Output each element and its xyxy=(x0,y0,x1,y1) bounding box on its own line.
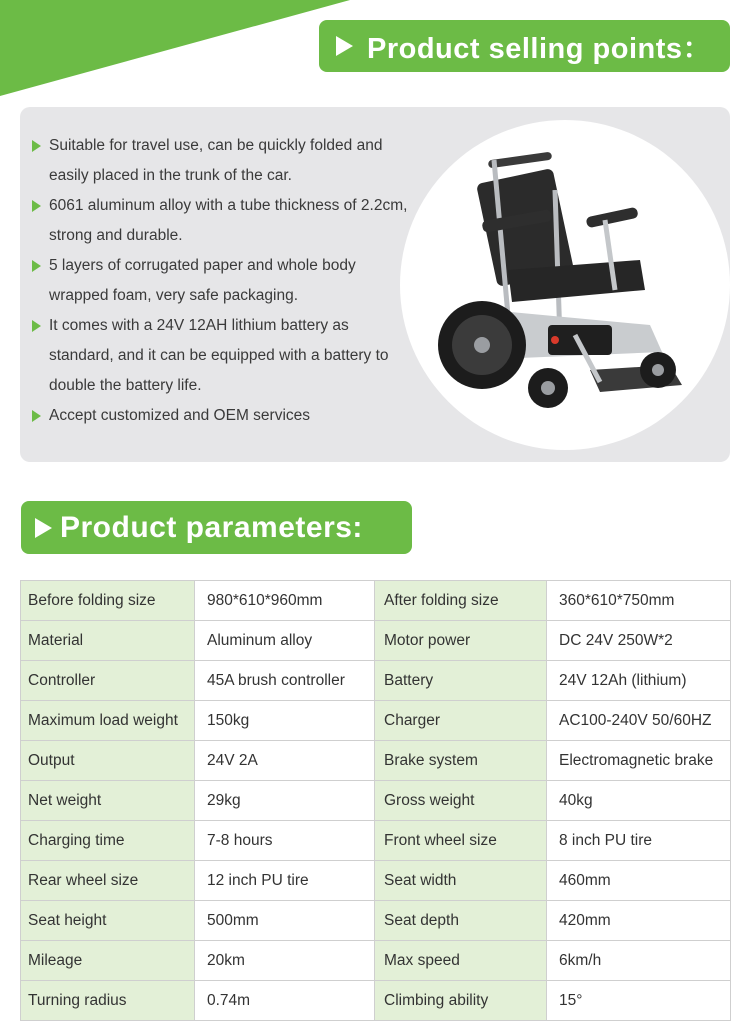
parameter-label-cell: Rear wheel size xyxy=(21,861,195,901)
parameter-value-cell: 460mm xyxy=(547,861,731,901)
parameter-label-cell: Output xyxy=(21,741,195,781)
parameter-value-cell: 360*610*750mm xyxy=(547,581,731,621)
wheelchair-photo-icon xyxy=(400,120,730,450)
table-row xyxy=(21,741,731,781)
bullet-arrow-icon xyxy=(32,200,41,212)
bullet-arrow-icon xyxy=(32,140,41,152)
point-text: It comes with a 24V 12AH lithium battery as standard, and it can be equipped with a battery to double the battery life. xyxy=(49,317,389,394)
table-row xyxy=(21,661,731,701)
parameter-value-cell: 0.74m xyxy=(195,981,375,1021)
parameter-value-cell: 420mm xyxy=(547,901,731,941)
parameter-label-cell: Motor power xyxy=(375,621,547,661)
bullet-arrow-icon xyxy=(32,410,41,422)
parameter-label-cell: Battery xyxy=(375,661,547,701)
point-text: Accept customized and OEM services xyxy=(49,407,311,424)
parameter-label-cell: Turning radius xyxy=(21,981,195,1021)
list-item xyxy=(32,191,412,251)
parameter-label-cell: Seat height xyxy=(21,901,195,941)
parameter-value-cell: DC 24V 250W*2 xyxy=(547,621,731,661)
table-row xyxy=(21,621,731,661)
play-arrow-icon xyxy=(35,518,52,538)
list-item xyxy=(32,251,412,311)
point-text: 5 layers of corrugated paper and whole body wrapped foam, very safe packaging. xyxy=(49,257,356,304)
table-row xyxy=(21,861,731,901)
parameter-value-cell: 980*610*960mm xyxy=(195,581,375,621)
parameter-label-cell: Charger xyxy=(375,701,547,741)
parameter-value-cell: 8 inch PU tire xyxy=(547,821,731,861)
parameter-label-cell: Brake system xyxy=(375,741,547,781)
parameter-label-cell: Net weight xyxy=(21,781,195,821)
parameter-label-cell: Mileage xyxy=(21,941,195,981)
table-row xyxy=(21,581,731,621)
parameter-value-cell: 29kg xyxy=(195,781,375,821)
parameter-value-cell: Electromagnetic brake xyxy=(547,741,731,781)
list-item xyxy=(32,131,412,191)
parameters-table-body xyxy=(21,581,731,1021)
parameter-value-cell: 12 inch PU tire xyxy=(195,861,375,901)
parameter-value-cell: 20km xyxy=(195,941,375,981)
table-row xyxy=(21,981,731,1021)
list-item xyxy=(32,401,412,431)
parameter-label-cell: Maximum load weight xyxy=(21,701,195,741)
table-row xyxy=(21,821,731,861)
parameter-value-cell: Aluminum alloy xyxy=(195,621,375,661)
parameter-label-cell: Climbing ability xyxy=(375,981,547,1021)
bullet-arrow-icon xyxy=(32,320,41,332)
play-arrow-icon xyxy=(336,36,353,56)
parameter-value-cell: 6km/h xyxy=(547,941,731,981)
product-image xyxy=(400,120,730,450)
parameter-label-cell: Charging time xyxy=(21,821,195,861)
parameter-value-cell: 7-8 hours xyxy=(195,821,375,861)
parameter-value-cell: 40kg xyxy=(547,781,731,821)
selling-points-list xyxy=(32,131,412,431)
parameter-value-cell: 150kg xyxy=(195,701,375,741)
table-row xyxy=(21,941,731,981)
parameter-value-cell: 24V 2A xyxy=(195,741,375,781)
parameter-label-cell: Material xyxy=(21,621,195,661)
table-row xyxy=(21,781,731,821)
parameter-value-cell: 15° xyxy=(547,981,731,1021)
parameter-value-cell: 24V 12Ah (lithium) xyxy=(547,661,731,701)
parameters-banner xyxy=(21,501,412,554)
parameter-label-cell: Seat width xyxy=(375,861,547,901)
parameter-label-cell: Front wheel size xyxy=(375,821,547,861)
bullet-arrow-icon xyxy=(32,260,41,272)
table-row xyxy=(21,901,731,941)
parameter-label-cell: Before folding size xyxy=(21,581,195,621)
parameters-table xyxy=(20,580,731,1021)
parameter-label-cell: Controller xyxy=(21,661,195,701)
parameter-label-cell: Max speed xyxy=(375,941,547,981)
parameter-value-cell: 45A brush controller xyxy=(195,661,375,701)
parameter-label-cell: Gross weight xyxy=(375,781,547,821)
point-text: 6061 aluminum alloy with a tube thickness of 2.2cm, strong and durable. xyxy=(49,197,408,244)
parameter-value-cell: 500mm xyxy=(195,901,375,941)
parameter-label-cell: Seat depth xyxy=(375,901,547,941)
selling-points-banner xyxy=(319,20,730,72)
selling-points-title: Product selling points： xyxy=(367,32,713,65)
table-row xyxy=(21,701,731,741)
list-item xyxy=(32,311,412,401)
parameters-title: Product parameters: xyxy=(60,510,363,544)
parameter-label-cell: After folding size xyxy=(375,581,547,621)
parameter-value-cell: AC100-240V 50/60HZ xyxy=(547,701,731,741)
point-text: Suitable for travel use, can be quickly folded and easily placed in the trunk of the car. xyxy=(49,137,383,184)
